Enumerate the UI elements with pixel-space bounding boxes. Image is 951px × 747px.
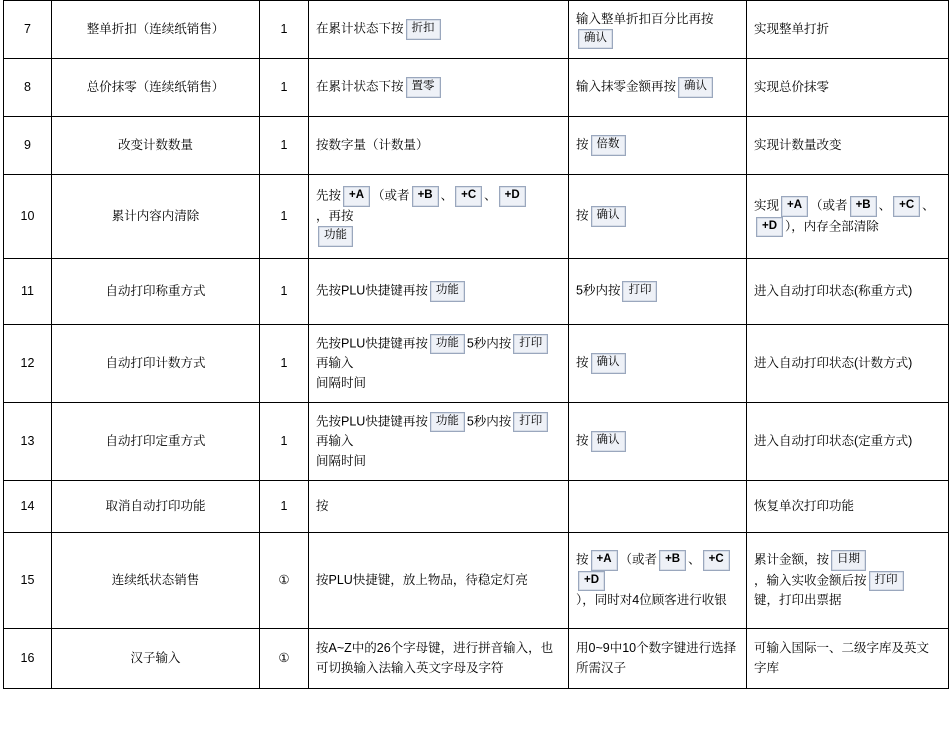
step-one [309, 259, 569, 325]
row-number: 13 [4, 403, 52, 481]
function-name: 取消自动打印功能 [52, 481, 260, 533]
function-name: 总价抹零（连续纸销售） [52, 59, 260, 117]
step-two [569, 175, 747, 259]
step-two [569, 325, 747, 403]
row-quantity: 1 [260, 1, 309, 59]
table-row [4, 259, 949, 325]
step-mid: （或者 [619, 552, 658, 567]
step-mid: 5秒内按 [466, 414, 512, 429]
step-suffix: ），同时对4位顾客进行收银 [576, 593, 727, 608]
row-number: 9 [4, 117, 52, 175]
row-number: 11 [4, 259, 52, 325]
result-text: 实现总价抹零 [747, 59, 949, 117]
table-row [4, 175, 949, 259]
step-text: 按 [576, 433, 589, 448]
key-cap: 倍数 [591, 135, 626, 156]
step-one [309, 117, 569, 175]
step-text: ，再按 [316, 208, 354, 223]
result-suffix: 键，打印出票据 [754, 593, 842, 608]
row-quantity: 1 [260, 259, 309, 325]
function-name: 连续纸状态销售 [52, 533, 260, 629]
key-cap: +A [781, 196, 808, 217]
result-text: 可输入国际一、二级字库及英文字库 [747, 629, 949, 689]
key-cap: 确认 [578, 29, 613, 50]
row-number: 15 [4, 533, 52, 629]
key-cap: 打印 [622, 281, 657, 302]
result-text: 实现计数量改变 [747, 117, 949, 175]
key-cap: +C [455, 186, 482, 207]
key-cap: 功能 [318, 226, 353, 247]
table-row [4, 403, 949, 481]
table-body [4, 1, 949, 689]
step-mid: 5秒内按 [466, 336, 512, 351]
result-suffix: ），内存全部清除 [785, 219, 879, 234]
table-row [4, 533, 949, 629]
key-cap: +A [591, 550, 618, 571]
key-cap: 确认 [591, 431, 626, 452]
result-mid: ，输入实收金额后按 [754, 573, 867, 588]
result-text: 恢复单次打印功能 [747, 481, 949, 533]
step-one: 按A~Z中的26个字母键，进行拼音输入，也可切换输入法输入英文字母及字符 [309, 629, 569, 689]
table-row [4, 117, 949, 175]
table-row [4, 59, 949, 117]
step-one [309, 59, 569, 117]
function-name: 自动打印计数方式 [52, 325, 260, 403]
result-text: 进入自动打印状态(称重方式) [747, 259, 949, 325]
key-cap: +D [578, 571, 605, 592]
result-text: 进入自动打印状态(定重方式) [747, 403, 949, 481]
function-name: 累计内容内清除 [52, 175, 260, 259]
step-text: 在累计状态下按 [316, 21, 404, 36]
key-cap: 确认 [591, 206, 626, 227]
key-cap: 打印 [513, 334, 548, 355]
key-cap: 功能 [430, 334, 465, 355]
function-name: 自动打印定重方式 [52, 403, 260, 481]
key-cap: 置零 [406, 77, 441, 98]
key-cap: 功能 [430, 412, 465, 433]
row-quantity: 1 [260, 59, 309, 117]
result-text: 进入自动打印状态(计数方式) [747, 325, 949, 403]
key-cap: 打印 [869, 571, 904, 592]
result-prefix: 实现 [754, 198, 780, 213]
step-text: 先按PLU快捷键再按 [316, 336, 428, 351]
row-number: 14 [4, 481, 52, 533]
step-text: （或者 [372, 188, 410, 203]
step-text: 在累计状态下按 [316, 79, 404, 94]
step-one [309, 325, 569, 403]
row-quantity: 1 [260, 481, 309, 533]
step-suffix: 再输入 [316, 434, 354, 449]
step-one [309, 1, 569, 59]
table-row [4, 629, 949, 689]
function-name: 汉子输入 [52, 629, 260, 689]
key-cap: +D [499, 186, 526, 207]
step-one [309, 403, 569, 481]
step-one: 按PLU快捷键，放上物品，待稳定灯亮 [309, 533, 569, 629]
row-number: 8 [4, 59, 52, 117]
row-quantity: ① [260, 629, 309, 689]
step-two: 用0~9中10个数字键进行选择所需汉子 [569, 629, 747, 689]
function-name: 整单折扣（连续纸销售） [52, 1, 260, 59]
step-text: 先按PLU快捷键再按 [316, 283, 428, 298]
table-row [4, 1, 949, 59]
step-text: 按 [576, 137, 589, 152]
function-name: 改变计数数量 [52, 117, 260, 175]
step-two [569, 403, 747, 481]
step-text: 按 [576, 208, 589, 223]
key-cap: +D [756, 217, 783, 238]
result-prefix: 累计金额，按 [754, 552, 830, 567]
row-quantity: 1 [260, 117, 309, 175]
step-text: 先按PLU快捷键再按 [316, 414, 428, 429]
table-row [4, 481, 949, 533]
step-line-two: 间隔时间 [316, 453, 367, 468]
key-cap: +C [703, 550, 730, 571]
step-text: 输入抹零金额再按 [576, 79, 677, 94]
row-quantity: 1 [260, 175, 309, 259]
step-text: 按数字量（计数量） [316, 137, 429, 152]
step-text: 先按 [316, 188, 342, 203]
row-number: 12 [4, 325, 52, 403]
key-cap: 功能 [430, 281, 465, 302]
step-text: 按 [576, 552, 589, 567]
key-cap: +C [893, 196, 920, 217]
key-cap: +B [412, 186, 439, 207]
key-cap: +B [659, 550, 686, 571]
key-cap: +A [343, 186, 370, 207]
key-cap: 打印 [513, 412, 548, 433]
step-two: 按 +A （或者 +B 、 +C +D），同时对4位顾客进行收银 [569, 533, 747, 629]
step-two [569, 59, 747, 117]
key-cap: +B [850, 196, 877, 217]
step-one: 先按 +A （或者 +B 、 +C 、 +D，再按 功能 [309, 175, 569, 259]
step-one: 按 [309, 481, 569, 533]
key-cap: 折扣 [406, 19, 441, 40]
key-cap: 确认 [678, 77, 713, 98]
step-text: 输入整单折扣百分比再按 [576, 11, 714, 26]
step-two [569, 481, 747, 533]
step-line-two: 间隔时间 [316, 375, 367, 390]
key-cap: 日期 [831, 550, 866, 571]
step-text: 按 [576, 355, 589, 370]
function-name: 自动打印称重方式 [52, 259, 260, 325]
key-cap: 确认 [591, 353, 626, 374]
result-text: 实现 +A （或者 +B 、 +C 、 +D ），内存全部清除 [747, 175, 949, 259]
row-number: 16 [4, 629, 52, 689]
step-two [569, 259, 747, 325]
row-quantity: ① [260, 533, 309, 629]
row-quantity: 1 [260, 403, 309, 481]
result-text [747, 533, 949, 629]
result-mid: （或者 [810, 198, 848, 213]
table-row [4, 325, 949, 403]
step-two [569, 117, 747, 175]
step-suffix: 再输入 [316, 356, 354, 371]
row-quantity: 1 [260, 325, 309, 403]
step-text: 5秒内按 [576, 283, 621, 298]
procedure-table [3, 0, 949, 689]
result-text: 实现整单打折 [747, 1, 949, 59]
step-two [569, 1, 747, 59]
row-number: 7 [4, 1, 52, 59]
row-number: 10 [4, 175, 52, 259]
